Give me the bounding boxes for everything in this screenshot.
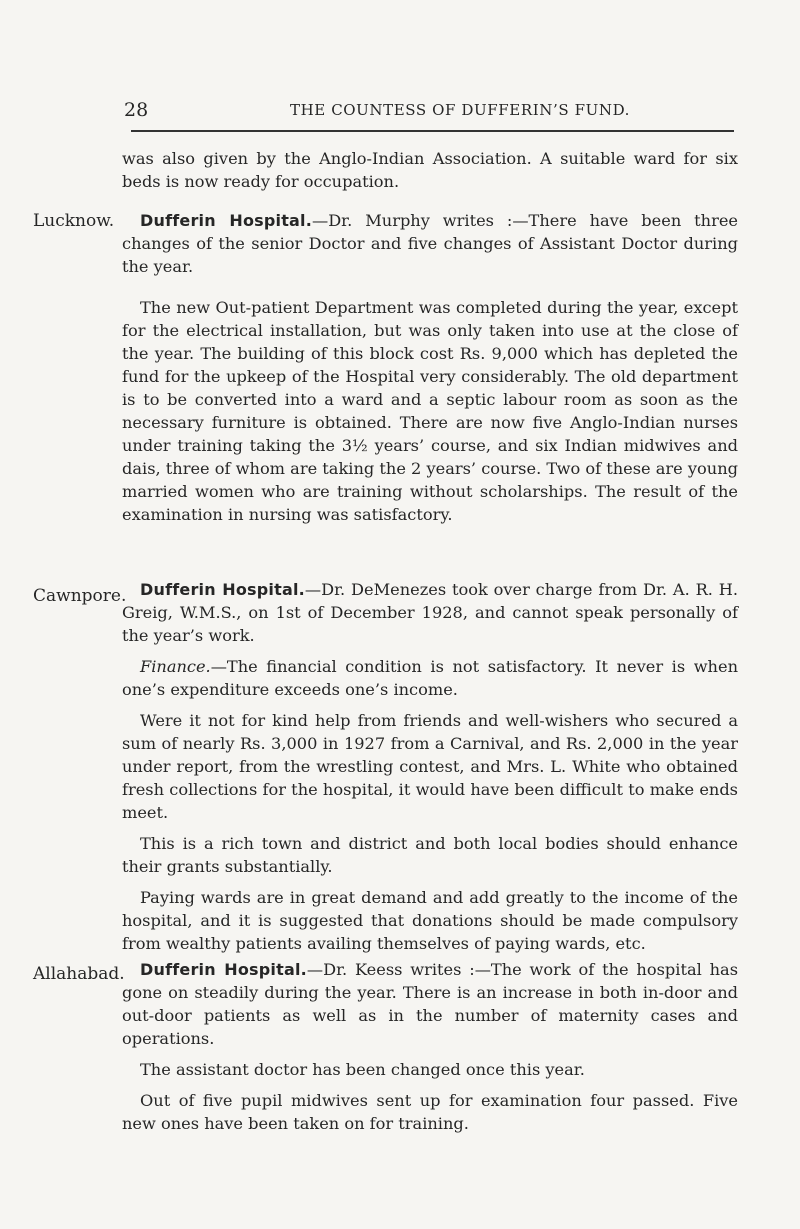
page-number: 28 <box>124 99 149 121</box>
section-allahabad <box>122 958 738 1135</box>
cawnpore-lead: —Dr. DeMenezes took over charge from Dr. A. R. H. Greig, W.M.S., on 1st of December 1928, and cannot speak personally of the year’s work. <box>122 580 738 645</box>
cawnpore-finance-paragraph <box>122 655 738 701</box>
lucknow-heading: Dufferin Hospital. <box>140 211 313 230</box>
running-title: THE COUNTESS OF DUFFERIN’S FUND. <box>290 101 631 119</box>
intro-paragraph <box>122 147 738 193</box>
finance-text: —The financial condition is not satisfactory. It never is when one’s expenditure exceeds one’s income. <box>122 657 738 699</box>
allahabad-lead: —Dr. Keess writes :—The work of the hospital has gone on steadily during the year. There is an increase in both in-door and out-door patients as well as in the number of maternity cases and operations. <box>122 960 738 1048</box>
lucknow-paragraph-2: The new Out-patient Department was completed during the year, except for the electrical installation, but was only taken into use at the close of the year. The building of this block cost Rs. 9,000 which has depleted the fund for the upkeep of the Hospital very considerably. The old department is to be converted into a ward and a septic labour room as soon as the necessary furniture is obtained. There are now five Anglo-Indian nurses under training taking the 3½ years’ course, and six Indian midwives and dais, three of whom are taking the 2 years’ course. Two of these are young married women who are training without scholarships. The result of the examination in nursing was satisfactory. <box>122 298 738 524</box>
intro-text: was also given by the Anglo-Indian Association. A suitable ward for six beds is now ready for occupation. <box>122 149 738 191</box>
section-lucknow <box>122 209 738 526</box>
finance-label: Finance. <box>140 657 211 676</box>
sidenote-lucknow: Lucknow. <box>33 211 115 231</box>
cawnpore-heading: Dufferin Hospital. <box>140 580 305 599</box>
sidenote-cawnpore: Cawnpore. <box>33 586 127 606</box>
cawnpore-paragraph-5: Paying wards are in great demand and add greatly to the income of the hospital, and it is suggested that donations should be made compulsory from wealthy patients availing themselves of paying wards, etc. <box>122 888 738 953</box>
allahabad-heading: Dufferin Hospital. <box>140 960 307 979</box>
cawnpore-paragraph-3: Were it not for kind help from friends and well-wishers who secured a sum of nearly Rs. 3,000 in 1927 from a Carnival, and Rs. 2,000 in the year under report, from the wrestling contest, and Mrs. L. White who obtained fresh collections for the hospital, it would have been difficult to make ends meet. <box>122 711 738 822</box>
cawnpore-paragraph-4: This is a rich town and district and both local bodies should enhance their grants substantially. <box>122 834 738 876</box>
allahabad-paragraph-2: The assistant doctor has been changed once this year. <box>140 1060 585 1079</box>
lucknow-lead-paragraph <box>122 209 738 278</box>
header-rule <box>131 130 734 132</box>
allahabad-paragraph-3: Out of five pupil midwives sent up for examination four passed. Five new ones have been taken on for training. <box>122 1091 738 1133</box>
sidenote-allahabad: Allahabad. <box>33 964 125 984</box>
lucknow-lead: —Dr. Murphy writes :—There have been three changes of the senior Doctor and five changes of Assistant Doctor during the year. <box>122 211 738 276</box>
allahabad-lead-paragraph <box>122 958 738 1050</box>
page-header <box>0 99 800 123</box>
cawnpore-lead-paragraph <box>122 578 738 647</box>
section-cawnpore <box>122 578 738 955</box>
